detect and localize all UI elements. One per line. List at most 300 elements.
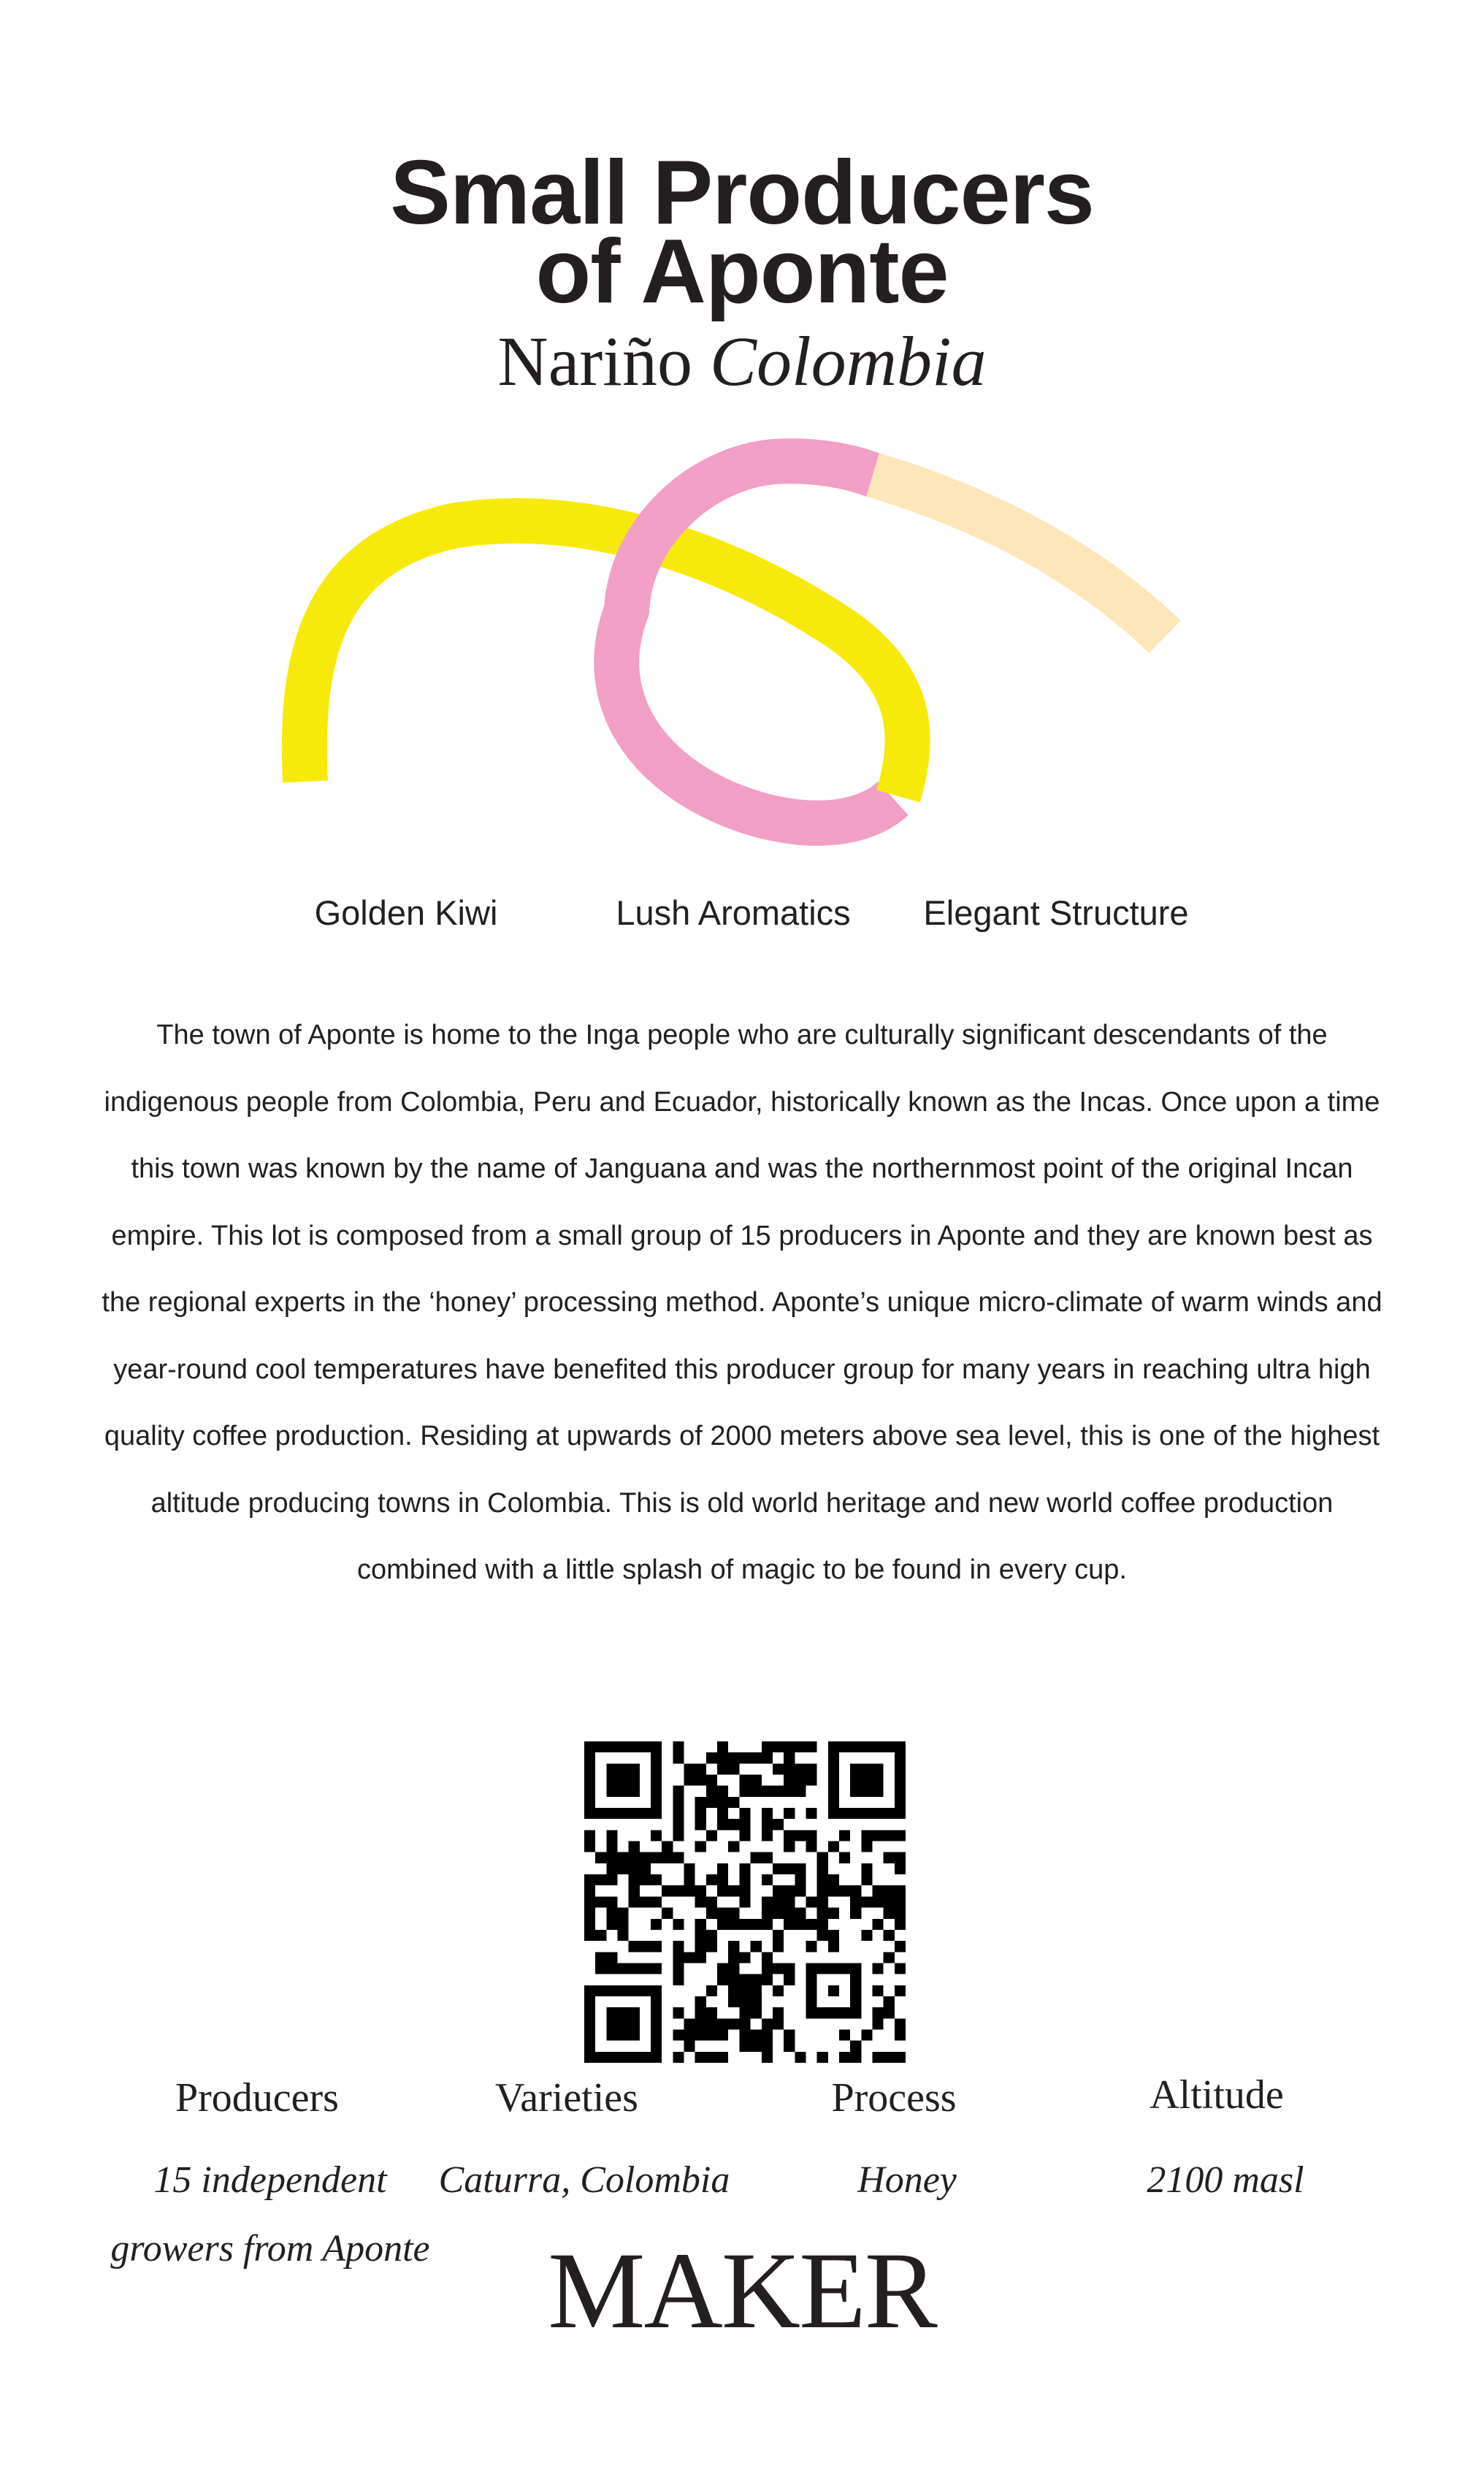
qr-module [673, 1852, 684, 1863]
qr-module [751, 1852, 762, 1863]
qr-module [872, 1919, 883, 1930]
qr-module [751, 1775, 762, 1786]
qr-module [618, 1919, 629, 1930]
qr-module [895, 1963, 906, 1974]
qr-module [839, 1830, 850, 1841]
spec-label-process: Process [831, 2075, 957, 2121]
qr-module [739, 1819, 750, 1830]
qr-module [784, 1808, 795, 1819]
qr-module [684, 1763, 695, 1774]
qr-module [717, 1808, 728, 1819]
qr-module [739, 2041, 750, 2052]
flavor-swirl-graphic [0, 424, 1484, 877]
qr-module [806, 1841, 816, 1852]
qr-module [884, 1996, 895, 2007]
qr-module [673, 1885, 684, 1896]
qr-module [717, 1974, 728, 1985]
qr-module [806, 1775, 816, 1786]
qr-module [773, 1941, 784, 1952]
qr-module [739, 2018, 750, 2029]
qr-module [584, 1830, 595, 1841]
qr-module [751, 2029, 762, 2040]
qr-module [817, 1896, 828, 1907]
qr-module [706, 1941, 717, 1952]
qr-module [795, 1874, 806, 1885]
qr-module [795, 2052, 806, 2063]
spec-value-producers: 15 independent growers from Aponte [110, 2159, 430, 2270]
qr-module [673, 1819, 684, 1830]
qr-module [806, 1830, 816, 1841]
qr-module [595, 1852, 606, 1863]
qr-module [828, 1874, 839, 1885]
qr-module [728, 1985, 739, 1996]
qr-module [595, 1896, 606, 1907]
qr-module [739, 1808, 750, 1819]
qr-module [717, 2052, 728, 2063]
qr-module [739, 1874, 750, 1885]
qr-module [762, 1819, 773, 1830]
qr-module [839, 1885, 850, 1896]
qr-module [706, 1786, 717, 1797]
qr-module [606, 1919, 617, 1930]
spec-value-process: Honey [857, 2159, 957, 2201]
qr-module [673, 1952, 684, 1963]
qr-module [629, 1852, 640, 1863]
qr-module [739, 1752, 750, 1763]
qr-module [806, 1808, 816, 1819]
qr-module [673, 1786, 684, 1797]
qr-module [895, 1985, 906, 1996]
qr-module [872, 1896, 883, 1907]
qr-module [695, 1941, 706, 1952]
qr-module [773, 1896, 784, 1907]
qr-module [895, 1896, 906, 1907]
qr-module [762, 1830, 773, 1841]
qr-module [706, 1797, 717, 1808]
qr-module [806, 1896, 816, 1907]
qr-module [595, 1874, 606, 1885]
qr-module [684, 1885, 695, 1896]
qr-module [695, 2018, 706, 2029]
qr-module [751, 1985, 762, 1996]
qr-module [640, 1874, 651, 1885]
qr-module [717, 1885, 728, 1896]
spec-value-altitude: 2100 masl [1147, 2159, 1304, 2201]
qr-module [728, 1919, 739, 1930]
qr-module [784, 1741, 795, 1752]
qr-module [784, 1885, 795, 1896]
qr-module [717, 1963, 728, 1974]
qr-module [773, 1741, 784, 1752]
qr-module [629, 1896, 640, 1907]
qr-module [706, 2007, 717, 2018]
qr-module [717, 1919, 728, 1930]
qr-module [728, 2018, 739, 2029]
qr-module [795, 1863, 806, 1874]
qr-module [762, 1874, 773, 1885]
qr-module [751, 1752, 762, 1763]
qr-module [773, 1786, 784, 1797]
qr-module [773, 1819, 784, 1830]
qr-module [839, 1852, 850, 1863]
qr-module [662, 1841, 673, 1852]
qr-module [872, 1885, 883, 1896]
qr-module [728, 1763, 739, 1774]
spec-label-producers: Producers [175, 2075, 339, 2121]
qr-module [861, 1896, 872, 1907]
qr-module [651, 1852, 662, 1863]
qr-module [739, 1786, 750, 1797]
qr-module [850, 1908, 861, 1919]
qr-module [762, 1786, 773, 1797]
qr-module [773, 1930, 784, 1941]
qr-module [784, 1963, 795, 1974]
qr-module [728, 1952, 739, 1963]
qr-module [762, 1852, 773, 1863]
qr-module [817, 1930, 828, 1941]
qr-module [795, 1885, 806, 1896]
qr-module [817, 2052, 828, 2063]
qr-module [839, 2029, 850, 2040]
qr-module [695, 1896, 706, 1907]
qr-module [784, 1830, 795, 1841]
qr-module [673, 1941, 684, 1952]
qr-module [618, 1863, 629, 1874]
qr-module [695, 1885, 706, 1896]
qr-module [717, 1763, 728, 1774]
spec-label-varieties: Varieties [495, 2075, 638, 2121]
qr-module [872, 1963, 883, 1974]
qr-module [695, 1841, 706, 1852]
qr-module [673, 1797, 684, 1808]
qr-module [695, 1930, 706, 1941]
qr-module [773, 1985, 784, 1996]
qr-module [739, 1996, 750, 2007]
qr-module [884, 1830, 895, 1841]
qr-module [629, 1863, 640, 1874]
qr-module [695, 2007, 706, 2018]
qr-module [584, 1919, 595, 1930]
brand-logo: MAKER [548, 2230, 936, 2351]
qr-module [784, 1908, 795, 1919]
qr-module [606, 1874, 617, 1885]
qr-module [706, 2029, 717, 2040]
qr-module [751, 1941, 762, 1952]
qr-module [651, 1874, 662, 1885]
qr-module [861, 1841, 872, 1852]
qr-module [606, 1963, 617, 1974]
qr-module [695, 1808, 706, 1819]
spec-label-altitude: Altitude [1150, 2072, 1284, 2118]
qr-module [762, 2041, 773, 2052]
qr-module [895, 2029, 906, 2040]
qr-module [839, 2052, 850, 2063]
qr-module [606, 1830, 617, 1841]
qr-module [651, 1919, 662, 1930]
qr-module [706, 1896, 717, 1907]
qr-module [872, 1830, 883, 1841]
qr-module [662, 1852, 673, 1863]
qr-module [695, 1996, 706, 2007]
qr-module [762, 1908, 773, 1919]
qr-module [784, 1786, 795, 1797]
qr-module [673, 1752, 684, 1763]
qr-module [595, 1963, 606, 1974]
qr-module [795, 1830, 806, 1841]
qr-module [673, 1963, 684, 1974]
qr-module [739, 2029, 750, 2040]
qr-module [673, 1974, 684, 1985]
qr-module [739, 1985, 750, 1996]
qr-module [784, 1863, 795, 1874]
qr-module [861, 1874, 872, 1885]
qr-module [861, 2029, 872, 2040]
qr-module [861, 1830, 872, 1841]
qr-module [684, 1874, 695, 1885]
qr-module [584, 1908, 595, 1919]
qr-module [895, 1908, 906, 1919]
qr-module [584, 1885, 595, 1896]
origin-subtitle [0, 321, 1484, 402]
qr-module [651, 1830, 662, 1841]
qr-module [728, 1996, 739, 2007]
qr-module [762, 1919, 773, 1930]
qr-module [706, 2018, 717, 2029]
qr-module [817, 1874, 828, 1885]
qr-module [595, 1952, 606, 1963]
qr-module [695, 1775, 706, 1786]
qr-module [673, 2007, 684, 2018]
qr-module [762, 1752, 773, 1763]
qr-module [717, 2018, 728, 2029]
qr-module [739, 1919, 750, 1930]
qr-module [640, 1852, 651, 1863]
qr-module [762, 1974, 773, 1985]
qr-module [695, 2052, 706, 2063]
qr-module [717, 1786, 728, 1797]
qr-module [884, 2007, 895, 2018]
qr-module [762, 1963, 773, 1974]
qr-module [728, 1841, 739, 1852]
qr-module [706, 1752, 717, 1763]
qr-module [728, 1819, 739, 1830]
qr-module [684, 1775, 695, 1786]
qr-module [640, 1963, 651, 1974]
qr-module [762, 1952, 773, 1963]
qr-module [629, 1874, 640, 1885]
qr-module [884, 1896, 895, 1907]
qr-module [784, 1752, 795, 1763]
qr-module [817, 1908, 828, 1919]
qr-module [584, 1841, 595, 1852]
qr-module [717, 1908, 728, 1919]
qr-module [817, 1885, 828, 1896]
qr-module [739, 1863, 750, 1874]
qr-module [795, 1775, 806, 1786]
qr-module [817, 1919, 828, 1930]
title-line-2: of Aponte [535, 221, 949, 322]
qr-module [751, 1996, 762, 2007]
qr-module [739, 1830, 750, 1841]
qr-module [884, 1930, 895, 1941]
qr-module [739, 1974, 750, 1985]
qr-module [784, 2041, 795, 2052]
qr-module [606, 1863, 617, 1874]
qr-module [795, 1919, 806, 1930]
qr-module [884, 1885, 895, 1896]
country-name: Colombia [709, 322, 987, 400]
qr-module [784, 1775, 795, 1786]
qr-module [884, 1952, 895, 1963]
qr-module [895, 2018, 906, 2029]
qr-module [739, 1885, 750, 1896]
qr-module [762, 1808, 773, 1819]
title-line-1: Small Producers [390, 142, 1094, 243]
qr-module [861, 1863, 872, 1874]
qr-module [673, 1919, 684, 1930]
qr-module [651, 1896, 662, 1907]
qr-module [773, 1863, 784, 1874]
qr-module [673, 1830, 684, 1841]
qr-module [817, 1863, 828, 1874]
qr-module [739, 2007, 750, 2018]
qr-module [662, 1908, 673, 1919]
qr-module [895, 1941, 906, 1952]
qr-module [795, 1741, 806, 1752]
qr-module [695, 2029, 706, 2040]
qr-module [706, 1908, 717, 1919]
qr-module [640, 1863, 651, 1874]
qr-module [850, 2041, 861, 2052]
qr-module [884, 1852, 895, 1863]
qr-module [751, 2007, 762, 2018]
qr-module [651, 1941, 662, 1952]
qr-module [673, 1808, 684, 1819]
qr-module [629, 1941, 640, 1952]
spec-value-varieties: Caturra, Colombia [438, 2159, 730, 2201]
qr-module [629, 1841, 640, 1852]
qr-module [795, 1908, 806, 1919]
qr-module [773, 1763, 784, 1774]
qr-module [717, 1741, 728, 1752]
qr-module [773, 2007, 784, 2018]
qr-module [828, 1930, 839, 1941]
qr-module [884, 1908, 895, 1919]
qr-module [618, 1963, 629, 1974]
qr-module [706, 1985, 717, 1996]
qr-module [751, 1786, 762, 1797]
qr-module [739, 1775, 750, 1786]
qr-module [773, 1963, 784, 1974]
qr-module [762, 1741, 773, 1752]
qr-module [828, 1941, 839, 1952]
qr-module [684, 1952, 695, 1963]
qr-module [773, 1885, 784, 1896]
qr-module [773, 2018, 784, 2029]
qr-module [717, 1874, 728, 1885]
qr-module [629, 1963, 640, 1974]
qr-module [728, 1963, 739, 1974]
qr-module [828, 1841, 839, 1852]
qr-module [895, 1852, 906, 1863]
qr-module [728, 1908, 739, 1919]
swirl-cream [873, 475, 1165, 637]
qr-module [717, 1752, 728, 1763]
qr-module [662, 1885, 673, 1896]
tasting-note-3: Elegant Structure [923, 893, 1189, 932]
qr-module [695, 1763, 706, 1774]
qr-module [695, 1797, 706, 1808]
qr-module [806, 1919, 816, 1930]
qr-module [728, 1941, 739, 1952]
qr-module [640, 1941, 651, 1952]
qr-module [717, 2029, 728, 2040]
qr-module [695, 1819, 706, 1830]
qr-module [872, 2052, 883, 2063]
qr-module [850, 1885, 861, 1896]
qr-module [673, 2052, 684, 2063]
qr-module [584, 1896, 595, 1907]
qr-module [784, 1974, 795, 1985]
qr-module [784, 1841, 795, 1852]
qr-module [684, 2029, 695, 2040]
tasting-note-1: Golden Kiwi [314, 893, 498, 932]
qr-module [751, 1974, 762, 1985]
qr-module [640, 1896, 651, 1907]
qr-module [728, 1885, 739, 1896]
qr-module [706, 1930, 717, 1941]
qr-code[interactable] [584, 1741, 906, 2063]
qr-module [850, 1896, 861, 1907]
qr-module [784, 1919, 795, 1930]
qr-module [606, 1841, 617, 1852]
qr-module [606, 1908, 617, 1919]
qr-module [651, 1963, 662, 1974]
qr-module [784, 2029, 795, 2040]
qr-module [895, 2052, 906, 2063]
qr-module [872, 2018, 883, 2029]
qr-module [673, 2029, 684, 2040]
qr-module [795, 1763, 806, 1774]
qr-module [895, 1830, 906, 1841]
qr-module [817, 1852, 828, 1863]
qr-module [606, 1896, 617, 1907]
qr-module [684, 1863, 695, 1874]
qr-module [884, 2052, 895, 2063]
qr-module [762, 2018, 773, 2029]
qr-module [684, 2041, 695, 2052]
qr-module [706, 1874, 717, 1885]
qr-module [695, 1919, 706, 1930]
qr-module [795, 1786, 806, 1797]
qr-module [751, 1919, 762, 1930]
qr-module [584, 1930, 595, 1941]
qr-module [618, 1852, 629, 1863]
qr-module [806, 1941, 816, 1952]
qr-module [828, 1885, 839, 1896]
qr-module [728, 1797, 739, 1808]
qr-module [762, 1896, 773, 1907]
qr-module [618, 1930, 629, 1941]
qr-module [872, 2007, 883, 2018]
qr-module [806, 1741, 816, 1752]
qr-module [606, 1952, 617, 1963]
qr-module [706, 1775, 717, 1786]
qr-module [706, 2052, 717, 2063]
qr-module [784, 1896, 795, 1907]
qr-module [728, 1752, 739, 1763]
qr-module [762, 2029, 773, 2040]
